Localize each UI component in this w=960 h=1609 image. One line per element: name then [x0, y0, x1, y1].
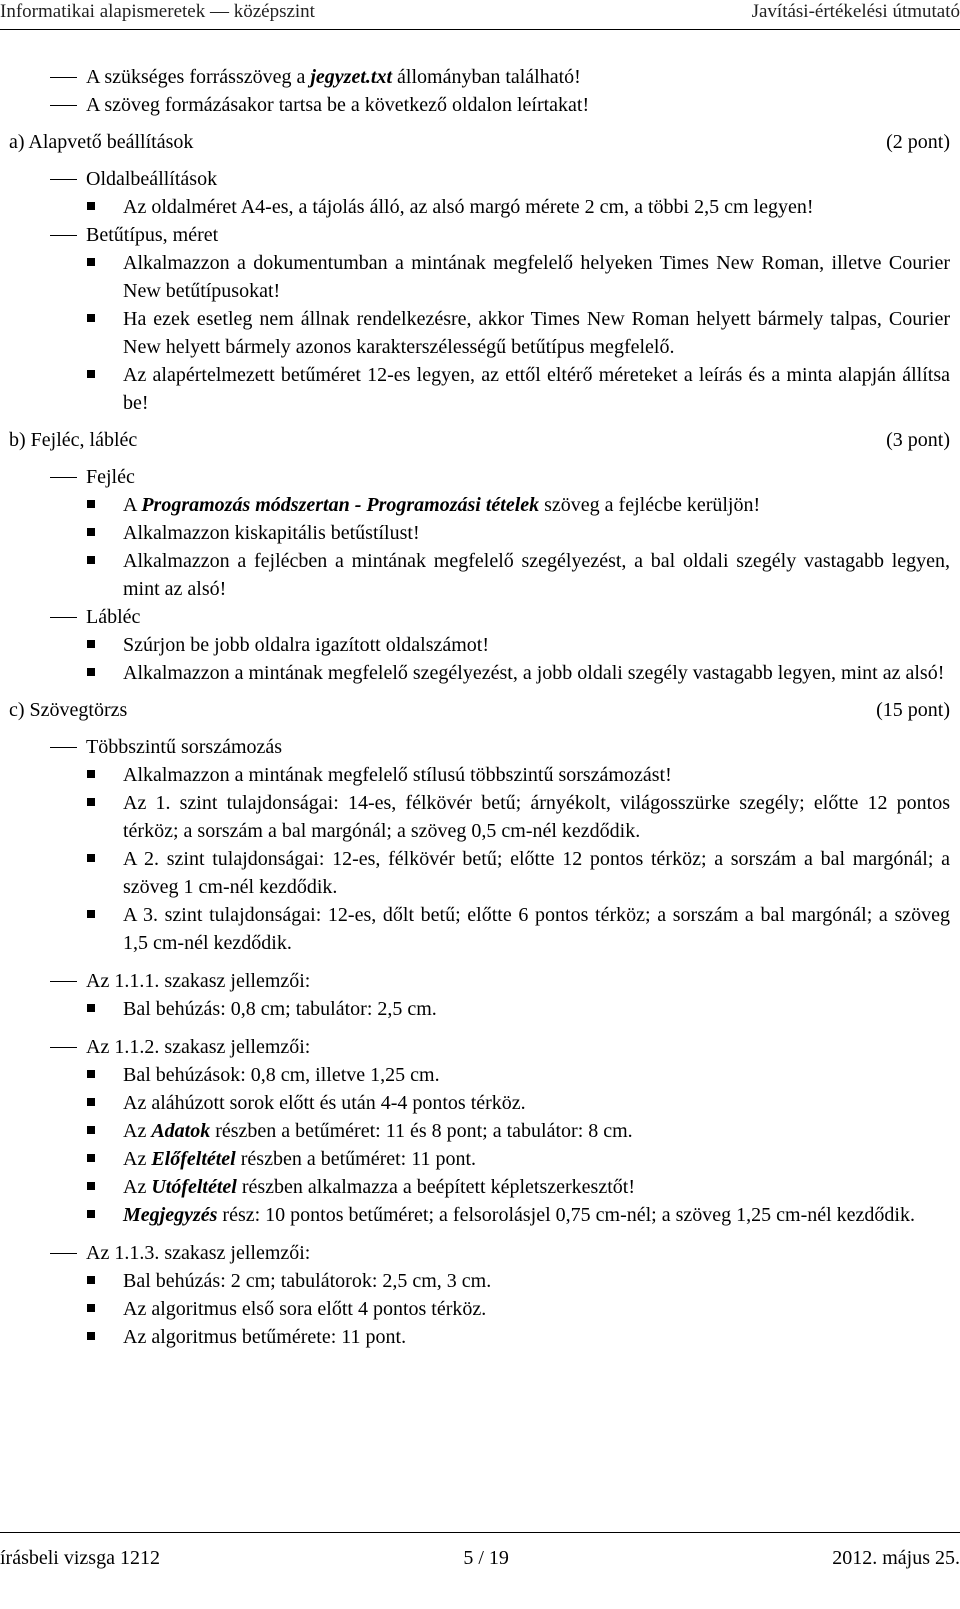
document-body — [9, 63, 950, 1351]
list-item: Az algoritmus első sora előtt 4 pontos térköz. — [9, 1295, 950, 1323]
list-item: Bal behúzások: 0,8 cm, illetve 1,25 cm. — [9, 1061, 950, 1089]
subsection-heading: Többszintű sorszámozás — [9, 733, 950, 761]
list-item: Megjegyzés rész: 10 pontos betűméret; a felsorolásjel 0,75 cm-nél; a szöveg 1,25 cm-nél kezdődik. — [9, 1201, 950, 1229]
list-item: Alkalmazzon a mintának megfelelő stílusú többszintű sorszámozást! — [9, 761, 950, 789]
list-item: Ha ezek esetleg nem állnak rendelkezésre, akkor Times New Roman helyett bármely talpas, Courier New helyett bármely azonos karakterszélességű betűtípus megfelelő. — [9, 305, 950, 361]
list-item: Szúrjon be jobb oldalra igazított oldalszámot! — [9, 631, 950, 659]
list-item: Az Előfeltétel részben a betűméret: 11 pont. — [9, 1145, 950, 1173]
footer-exam-code: írásbeli vizsga 1212 — [0, 1547, 160, 1569]
section-a-heading: a) Alapvető beállítások (2 pont) — [9, 128, 950, 156]
list-item: Az aláhúzott sorok előtt és után 4-4 pontos térköz. — [9, 1089, 950, 1117]
page-header — [0, 0, 960, 27]
subsection-heading: Az 1.1.1. szakasz jellemzői: — [9, 967, 950, 995]
list-item: Alkalmazzon a fejlécben a mintának megfelelő szegélyezést, a bal oldali szegély vastagabb legyen, mint az alsó! — [9, 547, 950, 603]
list-item: A 3. szint tulajdonságai: 12-es, dőlt betű; előtte 6 pontos térköz; a sorszám a bal margónál; a szöveg 1,5 cm-nél kezdődik. — [9, 901, 950, 957]
intro-item: A szükséges forrásszöveg a jegyzet.txt állományban található! — [9, 63, 950, 91]
footer-date: 2012. május 25. — [832, 1547, 960, 1569]
list-item: Az oldalméret A4-es, a tájolás álló, az alsó margó mérete 2 cm, a többi 2,5 cm legyen! — [9, 193, 950, 221]
list-item: Az Utófeltétel részben alkalmazza a beépített képletszerkesztőt! — [9, 1173, 950, 1201]
section-b-heading: b) Fejléc, lábléc (3 pont) — [9, 426, 950, 454]
list-item: Az 1. szint tulajdonságai: 14-es, félkövér betű; árnyékolt, világosszürke szegély; előtte 12 pontos térköz; a sorszám a bal margónál; a szöveg 0,5 cm-nél kezdődik. — [9, 789, 950, 845]
list-item: A Programozás módszertan - Programozási tételek szöveg a fejlécbe kerüljön! — [9, 491, 950, 519]
list-item: Bal behúzás: 2 cm; tabulátorok: 2,5 cm, 3 cm. — [9, 1267, 950, 1295]
page-footer — [0, 1545, 960, 1571]
list-item: Az alapértelmezett betűméret 12-es legyen, az ettől eltérő méreteket a leírás és a minta alapján állítsa be! — [9, 361, 950, 417]
subsection-heading: Lábléc — [9, 603, 950, 631]
list-item: Alkalmazzon a dokumentumban a mintának megfelelő helyeken Times New Roman, illetve Courier New betűtípusokat! — [9, 249, 950, 305]
subsection-heading: Az 1.1.3. szakasz jellemzői: — [9, 1239, 950, 1267]
header-rule — [0, 29, 960, 30]
section-points: (2 pont) — [886, 131, 950, 153]
subsection-heading: Fejléc — [9, 463, 950, 491]
section-points: (15 pont) — [876, 699, 950, 721]
intro-item: A szöveg formázásakor tartsa be a következő oldalon leírtakat! — [9, 91, 950, 119]
list-item: Alkalmazzon a mintának megfelelő szegélyezést, a jobb oldali szegély vastagabb legyen, mint az alsó! — [9, 659, 950, 687]
footer-rule — [0, 1532, 960, 1533]
subsection-heading: Oldalbeállítások — [9, 165, 950, 193]
section-c-heading: c) Szövegtörzs (15 pont) — [9, 696, 950, 724]
header-title: Informatikai alapismeretek — középszint — [0, 1, 315, 22]
subsection-heading: Az 1.1.2. szakasz jellemzői: — [9, 1033, 950, 1061]
subsection-heading: Betűtípus, méret — [9, 221, 950, 249]
list-item: A 2. szint tulajdonságai: 12-es, félkövér betű; előtte 12 pontos térköz; a sorszám a bal margónál; a szöveg 1 cm-nél kezdődik. — [9, 845, 950, 901]
header-subtitle: Javítási-értékelési útmutató — [751, 1, 960, 22]
list-item: Bal behúzás: 0,8 cm; tabulátor: 2,5 cm. — [9, 995, 950, 1023]
page-number: 5 / 19 — [463, 1547, 509, 1569]
list-item: Alkalmazzon kiskapitális betűstílust! — [9, 519, 950, 547]
list-item: Az Adatok részben a betűméret: 11 és 8 pont; a tabulátor: 8 cm. — [9, 1117, 950, 1145]
list-item: Az algoritmus betűmérete: 11 pont. — [9, 1323, 950, 1351]
section-points: (3 pont) — [886, 429, 950, 451]
